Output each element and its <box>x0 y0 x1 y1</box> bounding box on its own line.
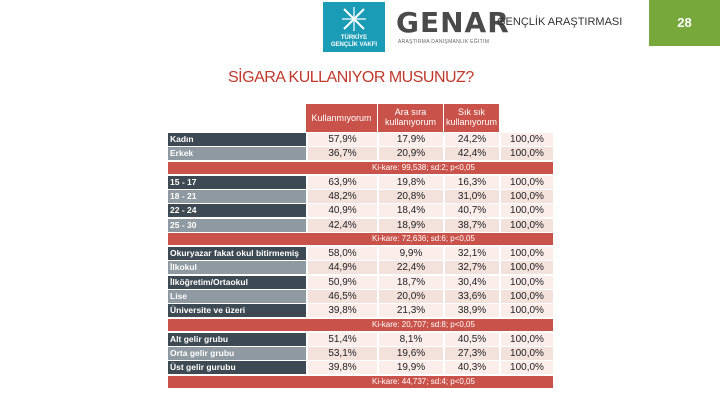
cell-value: 38,9% <box>444 304 499 317</box>
chi-square-text: Ki-kare: 20,707; sd:8; p<0,05 <box>372 319 475 329</box>
logo-line-2: GENÇLİK VAKFI <box>330 42 378 48</box>
cell-value: 40,9% <box>307 204 377 217</box>
row-label: Lise <box>168 290 306 303</box>
cell-value: 53,1% <box>307 347 377 360</box>
cell-value: 51,4% <box>307 333 377 346</box>
chi-square-row <box>168 233 553 245</box>
cell-value: 20,8% <box>378 190 443 203</box>
cell-value: 63,9% <box>307 176 377 189</box>
cell-value: 100,0% <box>500 247 553 260</box>
cell-value: 20,0% <box>378 290 443 303</box>
row-label: İlköğretim/Ortaokul <box>168 276 306 289</box>
cell-value: 33,6% <box>444 290 499 303</box>
cell-value: 32,7% <box>444 261 499 274</box>
table-row <box>168 304 553 318</box>
cell-value: 39,8% <box>307 361 377 374</box>
cell-value: 21,3% <box>378 304 443 317</box>
cell-value: 40,7% <box>444 204 499 217</box>
report-name: GENÇLİK ARAŞTIRMASI <box>497 16 623 28</box>
cell-value: 58,0% <box>307 247 377 260</box>
genar-logo: GENAR <box>396 6 510 39</box>
logo-line-1: TÜRKİYE <box>340 35 368 41</box>
cell-value: 27,3% <box>444 347 499 360</box>
chi-square-text: Ki-kare: 44,737; sd:4; p<0,05 <box>372 376 475 386</box>
cell-value: 40,5% <box>444 333 499 346</box>
cell-value: 18,4% <box>378 204 443 217</box>
row-label: Alt gelir grubu <box>168 333 306 346</box>
table-row <box>168 176 553 190</box>
chi-square-text: Ki-kare: 99,538; sd:2; p<0,05 <box>372 162 475 172</box>
table-row <box>168 361 553 375</box>
cell-value: 36,7% <box>307 147 377 160</box>
table-row <box>168 204 553 218</box>
results-table <box>168 104 553 401</box>
cell-value: 44,9% <box>307 261 377 274</box>
cell-value: 100,0% <box>500 147 553 160</box>
cell-value: 100,0% <box>500 190 553 203</box>
chi-square-text: Ki-kare: 72,636; sd:6; p<0,05 <box>372 234 475 244</box>
cell-value: 39,8% <box>307 304 377 317</box>
table-row <box>168 219 553 233</box>
cell-value: 18,9% <box>378 219 443 232</box>
cell-value: 100,0% <box>500 290 553 303</box>
cell-value: 57,9% <box>307 133 377 146</box>
cell-value: 42,4% <box>444 147 499 160</box>
cell-value: 50,9% <box>307 276 377 289</box>
star-emblem-icon <box>340 5 368 33</box>
row-label: Okuryazar fakat okul bitirmemiş <box>168 247 306 260</box>
table-row <box>168 261 553 275</box>
cell-value: 100,0% <box>500 176 553 189</box>
genar-tagline: ARAŞTIRMA DANIŞMANLIK EĞİTİM <box>398 39 490 45</box>
table-row <box>168 290 553 304</box>
row-label: Kadın <box>168 133 306 146</box>
cell-value: 19,8% <box>378 176 443 189</box>
row-label: İlkokul <box>168 261 306 274</box>
row-label: Orta gelir grubu <box>168 347 306 360</box>
cell-value: 40,3% <box>444 361 499 374</box>
cell-value: 100,0% <box>500 347 553 360</box>
cell-value: 31,0% <box>444 190 499 203</box>
tgv-logo <box>323 2 385 52</box>
cell-value: 42,4% <box>307 219 377 232</box>
col-header-never: Kullanmıyorum <box>306 104 377 132</box>
table-row <box>168 333 553 347</box>
cell-value: 18,7% <box>378 276 443 289</box>
chi-square-row <box>168 376 553 388</box>
row-label: 15 - 17 <box>168 176 306 189</box>
row-label: Erkek <box>168 147 306 160</box>
cell-value: 38,7% <box>444 219 499 232</box>
cell-value: 100,0% <box>500 276 553 289</box>
row-label: 18 - 21 <box>168 190 306 203</box>
cell-value: 16,3% <box>444 176 499 189</box>
cell-value: 46,5% <box>307 290 377 303</box>
row-label: 25 - 30 <box>168 219 306 232</box>
cell-value: 8,1% <box>378 333 443 346</box>
table-row <box>168 133 553 147</box>
cell-value: 32,1% <box>444 247 499 260</box>
col-header-often: Sık sık kullanıyorum <box>444 104 499 132</box>
cell-value: 19,9% <box>378 361 443 374</box>
row-label: 22 - 24 <box>168 204 306 217</box>
cell-value: 30,4% <box>444 276 499 289</box>
cell-value: 20,9% <box>378 147 443 160</box>
table-row <box>168 247 553 261</box>
table-row <box>168 276 553 290</box>
chi-square-row <box>168 162 553 174</box>
row-label: Üst gelir gurubu <box>168 361 306 374</box>
cell-value: 100,0% <box>500 219 553 232</box>
row-label: Üniversite ve üzeri <box>168 304 306 317</box>
table-header <box>168 104 553 132</box>
cell-value: 100,0% <box>500 204 553 217</box>
table-row <box>168 190 553 204</box>
cell-value: 17,9% <box>378 133 443 146</box>
cell-value: 24,2% <box>444 133 499 146</box>
cell-value: 9,9% <box>378 247 443 260</box>
page-number: 28 <box>649 0 720 46</box>
cell-value: 48,2% <box>307 190 377 203</box>
cell-value: 100,0% <box>500 361 553 374</box>
chi-square-row <box>168 319 553 331</box>
slide-title: SİGARA KULLANIYOR MUSUNUZ? <box>228 69 474 86</box>
cell-value: 100,0% <box>500 261 553 274</box>
cell-value: 19,6% <box>378 347 443 360</box>
cell-value: 100,0% <box>500 133 553 146</box>
table-row <box>168 347 553 361</box>
cell-value: 22,4% <box>378 261 443 274</box>
col-header-sometimes: Ara sıra kullanıyorum <box>378 104 443 132</box>
cell-value: 100,0% <box>500 304 553 317</box>
table-row <box>168 147 553 161</box>
cell-value: 100,0% <box>500 333 553 346</box>
